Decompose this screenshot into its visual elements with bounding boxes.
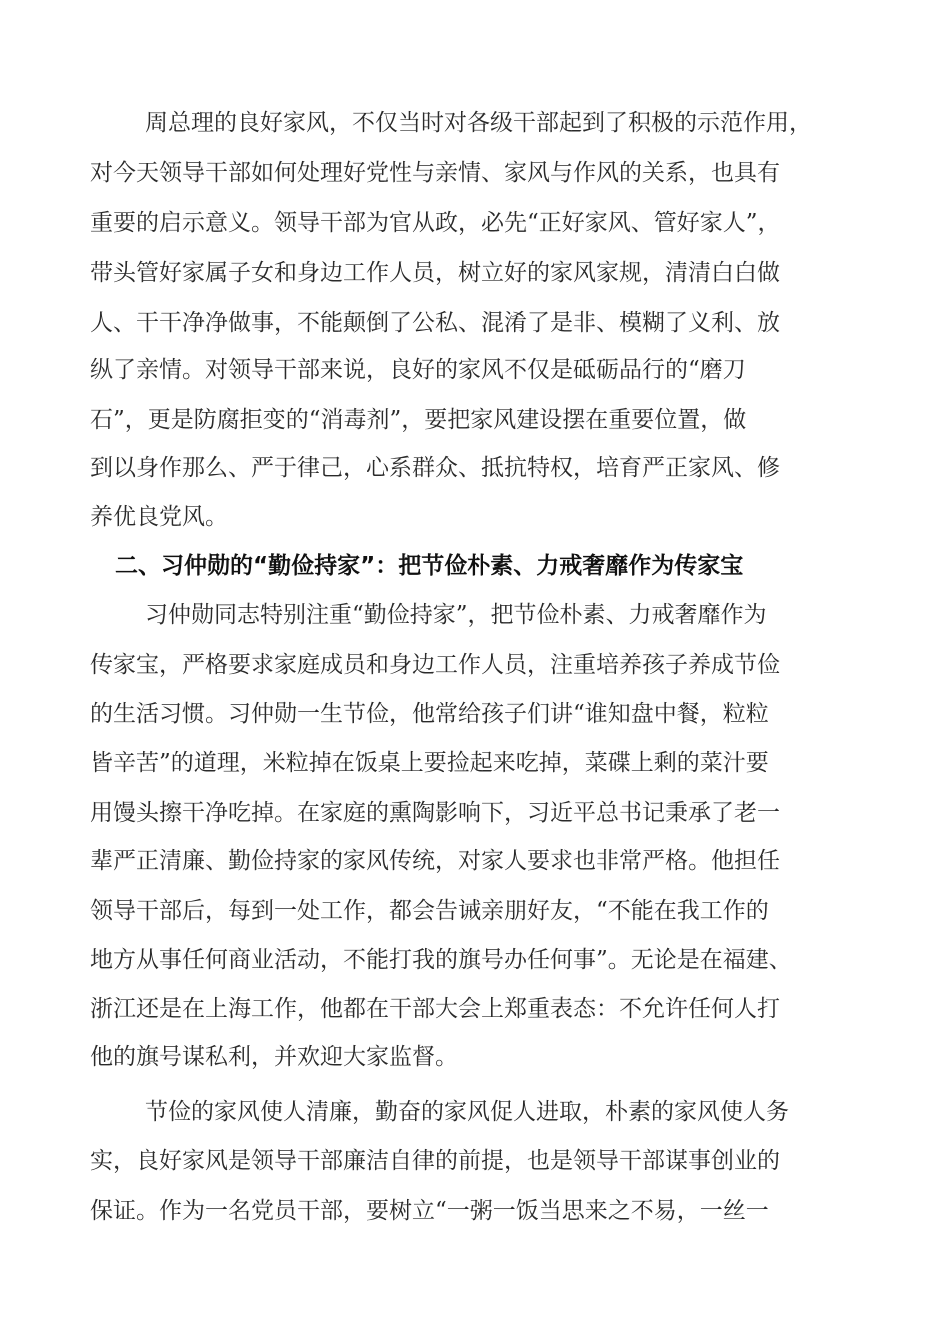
paragraph2-line: 皆辛苦”的道理，米粒掉在饭桌上要捡起来吃掉，菜碟上剩的菜汁要 (90, 750, 769, 776)
paragraph2-line: 他的旗号谋私利，并欢迎大家监督。 (90, 1044, 458, 1070)
paragraph2-line: 用馒头擦干净吃掉。在家庭的熏陶影响下，习近平总书记秉承了老一 (90, 800, 780, 826)
paragraph2-line: 领导干部后，每到一处工作，都会告诫亲朋好友，“不能在我工作的 (90, 898, 769, 924)
paragraph2-line: 传家宝，严格要求家庭成员和身边工作人员，注重培养孩子养成节俭 (90, 652, 780, 678)
paragraph1-line: 石”，更是防腐拒变的“消毒剂”，要把家风建设摆在重要位置，做 (90, 407, 747, 433)
paragraph3-line: 保证。作为一名党员干部，要树立“一粥一饭当思来之不易，一丝一 (90, 1198, 769, 1224)
paragraph2-line: 习仲勋同志特别注重“勤俭持家”，把节俭朴素、力戒奢靡作为 (145, 602, 767, 628)
paragraph1-line: 周总理的良好家风，不仅当时对各级干部起到了积极的示范作用， (145, 110, 812, 136)
paragraph1-line: 到以身作那么、严于律己，心系群众、抵抗特权，培育严正家风、修 (90, 455, 780, 481)
paragraph1-line: 对今天领导干部如何处理好党性与亲情、家风与作风的关系，也具有 (90, 160, 780, 186)
paragraph2-line: 的生活习惯。习仲勋一生节俭，他常给孩子们讲“谁知盘中餐，粒粒 (90, 701, 769, 727)
section-heading: 二、习仲勋的“勤俭持家”：把节俭朴素、力戒奢靡作为传家宝 (115, 553, 744, 579)
paragraph1-line: 养优良党风。 (90, 504, 228, 530)
paragraph3-line: 节俭的家风使人清廉，勤奋的家风促人进取，朴素的家风使人务 (145, 1099, 789, 1125)
paragraph3-line: 实，良好家风是领导干部廉洁自律的前提，也是领导干部谋事创业的 (90, 1148, 780, 1174)
paragraph1-line: 重要的启示意义。领导干部为官从政，必先“正好家风、管好家人”， (90, 210, 781, 236)
paragraph1-line: 人、干干净净做事，不能颠倒了公私、混淆了是非、模糊了义利、放 (90, 310, 780, 336)
paragraph1-line: 带头管好家属子女和身边工作人员，树立好的家风家规，清清白白做 (90, 260, 780, 286)
paragraph1-line: 纵了亲情。对领导干部来说，良好的家风不仅是砥砺品行的“磨刀 (90, 357, 746, 383)
paragraph2-line: 辈严正清廉、勤俭持家的家风传统，对家人要求也非常严格。他担任 (90, 848, 780, 874)
paragraph2-line: 地方从事任何商业活动，不能打我的旗号办任何事”。无论是在福建、 (90, 947, 792, 973)
paragraph2-line: 浙江还是在上海工作，他都在干部大会上郑重表态：不允许任何人打 (90, 996, 780, 1022)
